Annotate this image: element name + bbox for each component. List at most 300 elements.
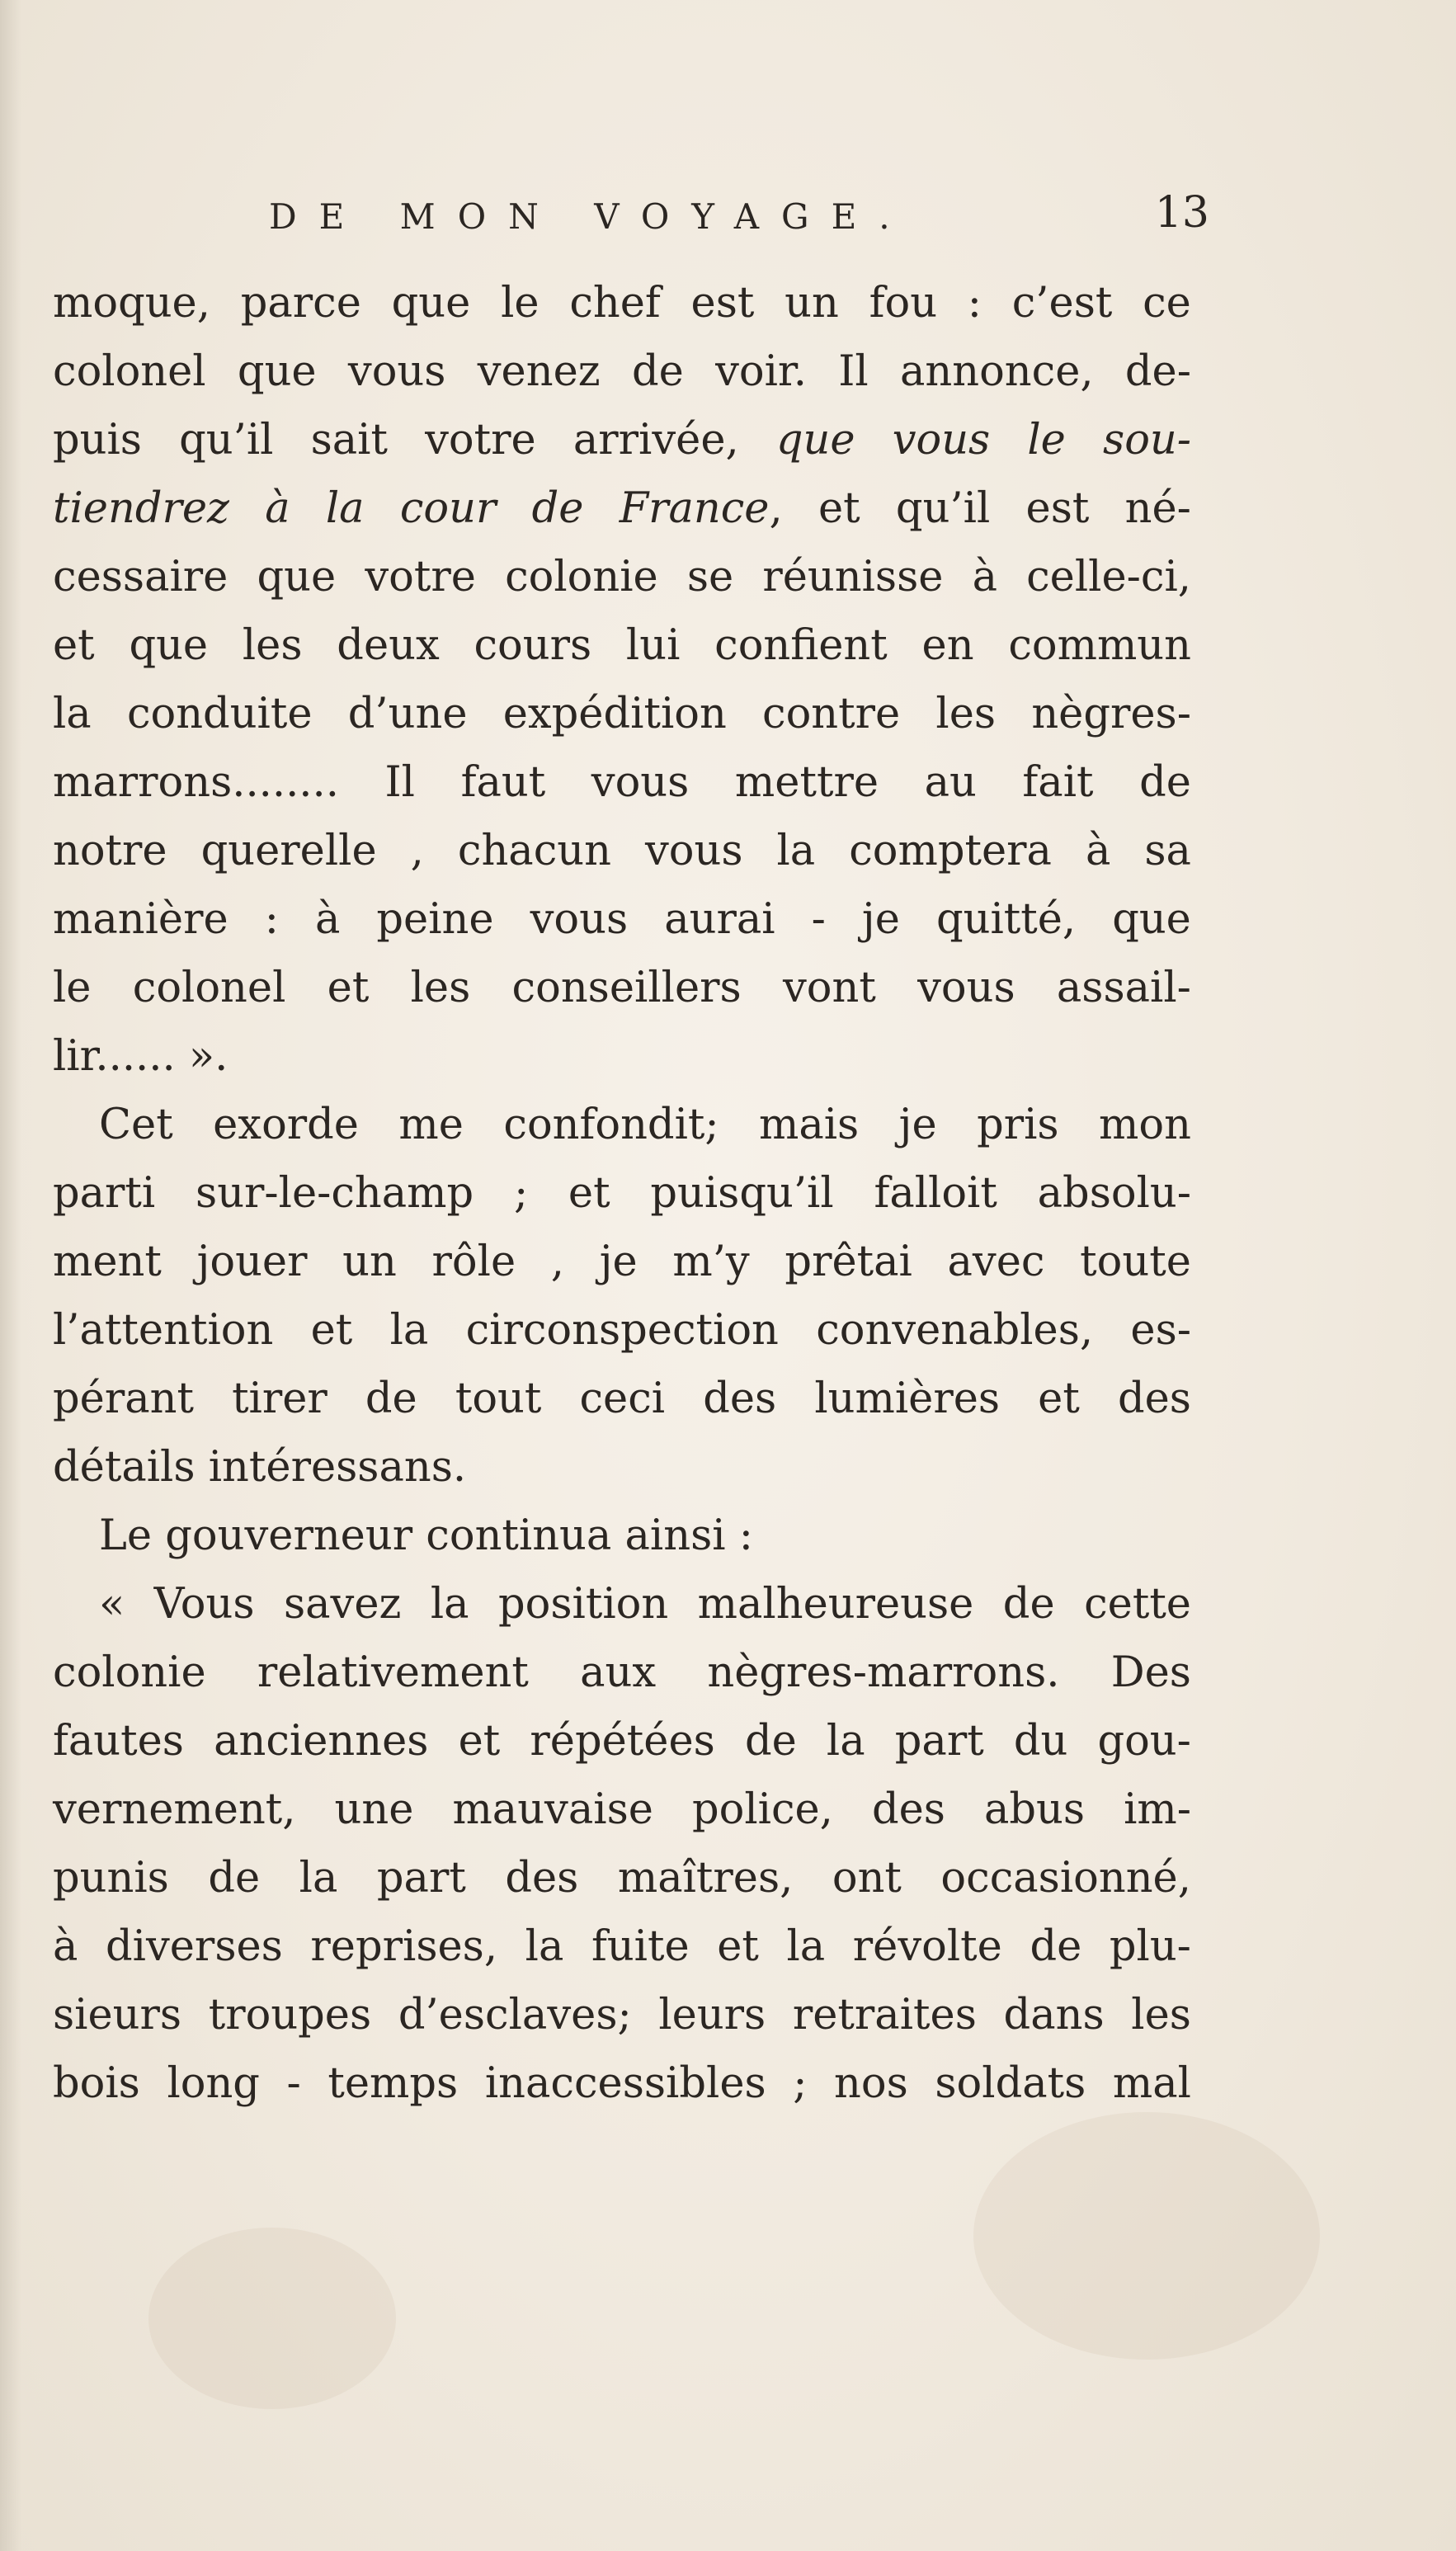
word — [569, 269, 660, 337]
word — [899, 1091, 937, 1159]
word-text: de — [208, 1854, 261, 1903]
word-text: aux — [580, 1648, 657, 1697]
word — [1086, 817, 1110, 885]
text-line — [53, 885, 1191, 954]
word — [917, 954, 1015, 1022]
word-text: ce — [1143, 279, 1191, 328]
word — [53, 1639, 206, 1707]
word-text: Il — [838, 347, 869, 396]
word — [849, 817, 1052, 885]
word-text: sait — [310, 416, 388, 464]
italic-word: sou- — [1103, 416, 1191, 464]
word — [793, 2049, 807, 2118]
word — [1112, 885, 1191, 954]
word — [53, 406, 142, 474]
word — [53, 885, 229, 954]
word-text: , — [769, 484, 783, 533]
word-text: votre — [365, 553, 476, 601]
word-text: de — [1139, 758, 1191, 807]
word-text: les — [935, 690, 997, 738]
word — [1143, 269, 1191, 337]
word-text: : — [967, 279, 982, 328]
italic-word: de — [531, 484, 584, 533]
word-text: né- — [1124, 484, 1191, 533]
word-text: des — [505, 1854, 579, 1903]
word — [632, 337, 684, 406]
word-text: notre — [53, 827, 167, 875]
word — [1144, 817, 1191, 885]
word — [618, 1844, 794, 1912]
word-text: malheureuse — [697, 1580, 974, 1629]
word-text: que — [1112, 895, 1191, 944]
word — [759, 1091, 859, 1159]
word-text: votre — [425, 416, 536, 464]
word-text: part — [894, 1717, 984, 1766]
word — [532, 474, 584, 543]
word-text: marrons........ — [53, 758, 339, 807]
word — [232, 1365, 327, 1433]
word — [196, 1159, 474, 1228]
word-text: falloit — [874, 1169, 997, 1218]
word-text: circonspection — [465, 1306, 779, 1355]
word-text: sieurs — [53, 1991, 182, 2039]
word-text: est — [1025, 484, 1090, 533]
word — [568, 1159, 610, 1228]
word-text: tout — [455, 1375, 542, 1423]
word-text: à — [972, 553, 997, 601]
word-text: mais — [758, 1101, 860, 1149]
word-text: punis — [53, 1854, 169, 1903]
italic-word: France — [619, 484, 770, 533]
word — [1111, 1639, 1191, 1707]
word — [940, 1844, 1191, 1912]
word — [53, 269, 210, 337]
word — [398, 1981, 632, 2049]
paper-stain — [973, 2112, 1320, 2360]
text-line — [53, 1091, 1191, 1159]
word — [53, 1912, 78, 1981]
word-text: expédition — [502, 690, 727, 738]
word-text: conduite — [126, 690, 313, 738]
word-text: lumières — [814, 1375, 1001, 1423]
word-text: la — [389, 1306, 429, 1355]
word — [53, 817, 167, 885]
word — [1008, 611, 1191, 680]
word — [785, 1228, 912, 1296]
text-line — [53, 1433, 1191, 1502]
word — [53, 680, 92, 748]
word — [672, 1228, 749, 1296]
word — [505, 1844, 578, 1912]
word — [1131, 1981, 1191, 2049]
word-text: colonie — [505, 553, 658, 601]
italic-word: la — [325, 484, 365, 533]
word — [626, 611, 680, 680]
word — [365, 543, 476, 611]
word-text: à — [53, 1922, 78, 1971]
word — [687, 543, 733, 611]
word — [315, 885, 340, 954]
word — [461, 748, 546, 817]
word — [512, 954, 742, 1022]
word-text: prêtai — [785, 1238, 912, 1286]
word — [390, 1296, 429, 1365]
word-text: de — [365, 1375, 417, 1423]
word-text: nos — [834, 2059, 908, 2108]
word-text: de — [1002, 1580, 1055, 1629]
word — [600, 1228, 638, 1296]
word-text: abus — [983, 1785, 1086, 1834]
body-text — [53, 269, 1191, 2118]
word-text: puis — [53, 416, 142, 464]
word-text: lui — [625, 621, 681, 670]
word — [53, 543, 228, 611]
word — [525, 1912, 564, 1981]
word — [431, 1570, 469, 1639]
word-text: diverses — [105, 1922, 283, 1971]
text-line — [53, 2049, 1191, 2118]
word — [922, 611, 974, 680]
word-text: es- — [1130, 1306, 1191, 1355]
word-text: la — [430, 1580, 469, 1629]
word — [167, 2049, 260, 2118]
word — [579, 1365, 665, 1433]
word-text: et — [458, 1717, 501, 1766]
word-text: de — [1030, 1922, 1082, 1971]
word-text: de — [744, 1717, 797, 1766]
italic-word: que — [775, 416, 855, 464]
word — [973, 543, 997, 611]
word-text: aurai — [664, 895, 775, 944]
italic-word: tiendrez — [53, 484, 229, 533]
word — [241, 269, 361, 337]
word-text: long — [167, 2059, 260, 2108]
word-text: Des — [1110, 1648, 1191, 1697]
word — [53, 1296, 273, 1365]
word-text: je — [599, 1238, 638, 1286]
word — [238, 337, 317, 406]
word — [968, 269, 982, 337]
text-span: détails intéressans. — [53, 1443, 467, 1492]
gutter-shadow — [0, 0, 21, 2551]
word — [1012, 269, 1113, 337]
word-text: deux — [337, 621, 440, 670]
word — [869, 269, 937, 337]
word-text: - — [286, 2059, 301, 2108]
word — [707, 1639, 1059, 1707]
word — [895, 1707, 984, 1775]
word — [1084, 1570, 1191, 1639]
word-text: querelle — [200, 827, 377, 875]
word-text: pérant — [53, 1375, 194, 1423]
text-line — [53, 1570, 1191, 1639]
word-text: la — [525, 1922, 564, 1971]
word — [209, 1981, 371, 2049]
word — [452, 1775, 653, 1844]
text-line — [53, 1022, 1191, 1091]
word-text: des — [871, 1785, 945, 1834]
word — [1110, 1912, 1191, 1981]
word — [580, 1639, 656, 1707]
word — [53, 2049, 140, 2118]
word-text: savez — [283, 1580, 402, 1629]
word — [691, 269, 755, 337]
word-text: vous — [644, 827, 743, 875]
word-text: anciennes — [214, 1717, 429, 1766]
word-text: de — [631, 347, 684, 396]
word-text: avec — [947, 1238, 1045, 1286]
word — [717, 1912, 759, 1981]
word — [53, 337, 206, 406]
word — [838, 337, 868, 406]
text-line — [53, 1228, 1191, 1296]
word — [400, 474, 497, 543]
word — [935, 2049, 1086, 2118]
word-text: troupes — [208, 1991, 372, 2039]
word-text: ment — [53, 1238, 162, 1286]
word — [99, 1570, 125, 1639]
word — [503, 680, 727, 748]
word-text: fuite — [591, 1922, 690, 1971]
word-text: confient — [714, 621, 888, 670]
word-text: que — [237, 347, 317, 396]
word — [530, 1707, 714, 1775]
word-text: faut — [460, 758, 546, 807]
word-text: les — [410, 964, 471, 1012]
text-line — [53, 1707, 1191, 1775]
word-text: Il — [384, 758, 415, 807]
running-head: DE MON VOYAGE. — [269, 196, 912, 237]
italic-word: le — [1027, 416, 1066, 464]
word — [398, 1091, 464, 1159]
text-line — [53, 817, 1191, 885]
word-text: en — [921, 621, 974, 670]
word — [1014, 1707, 1068, 1775]
word-text: ont — [832, 1854, 902, 1903]
word-text: l’attention — [53, 1306, 274, 1355]
word-text: et — [818, 484, 860, 533]
word-text: commun — [1008, 621, 1191, 670]
word-text: des — [1117, 1375, 1191, 1423]
word — [311, 1296, 353, 1365]
word — [715, 337, 807, 406]
word — [365, 1365, 417, 1433]
word — [1125, 337, 1191, 406]
word — [645, 817, 743, 885]
word — [1003, 1570, 1055, 1639]
word-text: ; — [513, 1169, 529, 1218]
word-text: cette — [1084, 1580, 1191, 1629]
word-text: im- — [1124, 1785, 1191, 1834]
word — [1130, 1296, 1191, 1365]
word — [53, 1159, 155, 1228]
word — [327, 954, 370, 1022]
word — [299, 1844, 338, 1912]
word — [335, 1775, 414, 1844]
word-text: vous — [591, 758, 690, 807]
word — [735, 748, 879, 817]
word — [827, 1707, 865, 1775]
word — [872, 1775, 945, 1844]
word — [257, 543, 337, 611]
word-text: occasionné, — [940, 1854, 1191, 1903]
word — [984, 1775, 1085, 1844]
word-text: colonel — [53, 347, 206, 396]
text-line — [53, 1159, 1191, 1228]
word — [1038, 1365, 1080, 1433]
word — [664, 885, 775, 954]
word — [1125, 474, 1191, 543]
word — [179, 406, 273, 474]
word-text: dans — [1003, 1991, 1105, 2039]
word-text: et — [1038, 1375, 1080, 1423]
word — [1026, 474, 1090, 543]
text-line — [53, 680, 1191, 748]
word-text: Vous — [153, 1580, 255, 1629]
word-text: je — [898, 1101, 937, 1149]
word-text: moque, — [53, 279, 210, 328]
page-number: 13 — [1154, 188, 1209, 238]
word-text: répétées — [530, 1717, 715, 1766]
word — [777, 817, 816, 885]
word-text: pris — [977, 1101, 1059, 1149]
word — [853, 1912, 1002, 1981]
word — [485, 2049, 766, 2118]
word-text: nègres- — [1031, 690, 1191, 738]
word-text: position — [498, 1580, 669, 1629]
word — [265, 474, 290, 543]
word — [376, 885, 493, 954]
word — [265, 885, 279, 954]
word-text: fait — [1022, 758, 1094, 807]
word-text: le — [53, 964, 92, 1012]
word — [787, 1912, 826, 1981]
word — [793, 1981, 977, 2049]
word — [1139, 748, 1191, 817]
word — [53, 1228, 162, 1296]
word — [896, 474, 990, 543]
italic-word: vous — [892, 416, 991, 464]
word-text: qu’il — [179, 416, 274, 464]
word-text: à — [314, 895, 341, 944]
word — [53, 954, 92, 1022]
text-line — [53, 406, 1191, 474]
word — [762, 680, 900, 748]
word-text: arrivée, — [573, 416, 739, 464]
word — [814, 1365, 1000, 1433]
word — [620, 474, 783, 543]
word-text: - — [811, 895, 826, 944]
word-text: sa — [1144, 827, 1191, 875]
word-text: colonie — [53, 1648, 206, 1697]
word — [1118, 1365, 1191, 1433]
word — [1099, 1091, 1191, 1159]
word-text: de- — [1124, 347, 1191, 396]
word — [692, 1775, 833, 1844]
word-text: et — [310, 1306, 353, 1355]
word-text: : — [264, 895, 279, 944]
word — [348, 337, 446, 406]
word — [53, 748, 339, 817]
word-text: nègres-marrons. — [707, 1648, 1060, 1697]
word-text: bois — [53, 2059, 140, 2108]
word — [284, 1570, 401, 1639]
word — [53, 611, 95, 680]
word-text: vous — [347, 347, 446, 396]
word-text: manière — [53, 895, 229, 944]
text-line — [53, 1844, 1191, 1912]
word — [977, 1091, 1059, 1159]
word — [503, 1091, 719, 1159]
word — [243, 611, 303, 680]
word — [591, 1912, 690, 1981]
word — [197, 1228, 308, 1296]
word — [53, 1981, 181, 2049]
text-line — [53, 337, 1191, 406]
word-text: confondit; — [503, 1101, 719, 1149]
word — [458, 817, 611, 885]
word-text: et — [568, 1169, 610, 1218]
text-line — [53, 1775, 1191, 1844]
word-text: police, — [691, 1785, 833, 1834]
word-text: un — [785, 279, 839, 328]
word — [327, 2049, 458, 2118]
word — [530, 885, 629, 954]
word-text: quitté, — [935, 895, 1077, 944]
word — [425, 406, 536, 474]
word — [99, 1091, 173, 1159]
word-text: est — [690, 279, 755, 328]
word — [1080, 1228, 1191, 1296]
text-line — [53, 543, 1191, 611]
word — [310, 1912, 497, 1981]
word-text: c’est — [1011, 279, 1113, 328]
text-line — [53, 954, 1191, 1022]
word-text: colonel — [132, 964, 286, 1012]
word-text: conseillers — [511, 964, 742, 1012]
page-header — [269, 188, 1209, 254]
word-text: la — [786, 1922, 826, 1971]
word — [505, 543, 658, 611]
word — [874, 1159, 997, 1228]
word — [53, 474, 229, 543]
word-text: exorde — [213, 1101, 359, 1149]
word-text: je — [861, 895, 900, 944]
word-text: fautes — [53, 1717, 184, 1766]
word-text: voir. — [715, 347, 807, 396]
word — [783, 954, 876, 1022]
word — [432, 1228, 516, 1296]
word — [650, 1159, 833, 1228]
word-text: du — [1013, 1717, 1068, 1766]
word — [348, 680, 468, 748]
word — [214, 1707, 428, 1775]
word — [1022, 748, 1093, 817]
word — [154, 1570, 255, 1639]
word-text: les — [242, 621, 303, 670]
word-text: gou- — [1097, 1717, 1191, 1766]
word — [1026, 543, 1191, 611]
word — [466, 1296, 779, 1365]
word-text: une — [334, 1785, 414, 1834]
word-text: temps — [327, 2059, 459, 2108]
word-text: mal — [1112, 2059, 1191, 2108]
word-text: la — [53, 690, 92, 738]
word — [127, 680, 313, 748]
word-text: réunisse — [762, 553, 944, 601]
word-text: vous — [530, 895, 629, 944]
word-text: que — [391, 279, 471, 328]
